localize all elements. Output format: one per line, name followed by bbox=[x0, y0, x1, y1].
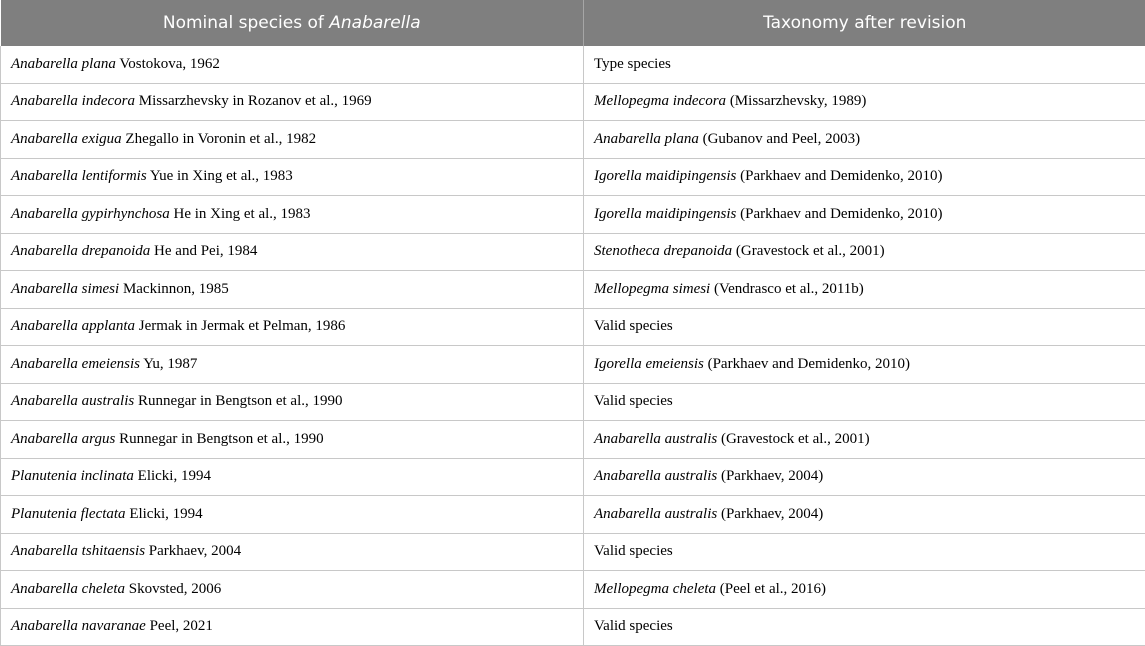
revision-cell bbox=[584, 121, 1145, 159]
table-row bbox=[1, 308, 1145, 346]
revision-cell bbox=[584, 308, 1145, 346]
nominal-species-cell bbox=[1, 271, 584, 309]
table-row bbox=[1, 196, 1145, 234]
revised-taxon-name: Anabarella australis bbox=[594, 431, 717, 447]
table-row bbox=[1, 121, 1145, 159]
nominal-species-authority: Runnegar in Bengtson et al., 1990 bbox=[134, 393, 342, 409]
revision-note: Valid species bbox=[594, 318, 673, 334]
nominal-species-name: Anabarella australis bbox=[11, 393, 134, 409]
nominal-species-cell bbox=[1, 346, 584, 384]
header-col1-prefix: Nominal species of bbox=[163, 13, 329, 33]
revised-taxon-name: Igorella maidipingensis bbox=[594, 206, 736, 222]
nominal-species-name: Anabarella gypirhynchosa bbox=[11, 206, 170, 222]
revised-taxon-name: Mellopegma cheleta bbox=[594, 581, 716, 597]
table-row bbox=[1, 346, 1145, 384]
revised-taxon-name: Anabarella australis bbox=[594, 506, 717, 522]
nominal-species-cell bbox=[1, 421, 584, 459]
revised-taxon-name: Stenotheca drepanoida bbox=[594, 243, 732, 259]
revision-cell bbox=[584, 496, 1145, 534]
revision-cell bbox=[584, 233, 1145, 271]
revision-note: (Gravestock et al., 2001) bbox=[732, 243, 884, 259]
revision-cell bbox=[584, 533, 1145, 571]
table-row bbox=[1, 271, 1145, 309]
header-row bbox=[1, 0, 1145, 46]
nominal-species-cell bbox=[1, 233, 584, 271]
nominal-species-name: Planutenia inclinata bbox=[11, 468, 134, 484]
nominal-species-authority: Missarzhevsky in Rozanov et al., 1969 bbox=[135, 93, 372, 109]
nominal-species-name: Anabarella simesi bbox=[11, 281, 119, 297]
revision-note: Valid species bbox=[594, 618, 673, 634]
nominal-species-authority: Yue in Xing et al., 1983 bbox=[147, 168, 293, 184]
revision-note: Valid species bbox=[594, 393, 673, 409]
nominal-species-name: Anabarella cheleta bbox=[11, 581, 125, 597]
revision-cell bbox=[584, 571, 1145, 609]
nominal-species-cell bbox=[1, 383, 584, 421]
revision-cell bbox=[584, 83, 1145, 121]
revision-note: (Peel et al., 2016) bbox=[716, 581, 826, 597]
nominal-species-authority: Yu, 1987 bbox=[140, 356, 197, 372]
table-row bbox=[1, 571, 1145, 609]
nominal-species-cell bbox=[1, 571, 584, 609]
nominal-species-authority: Mackinnon, 1985 bbox=[119, 281, 229, 297]
revision-cell bbox=[584, 421, 1145, 459]
table-row bbox=[1, 83, 1145, 121]
nominal-species-cell bbox=[1, 533, 584, 571]
revision-note: (Parkhaev and Demidenko, 2010) bbox=[736, 168, 942, 184]
revised-taxon-name: Anabarella plana bbox=[594, 131, 699, 147]
revision-note: (Parkhaev, 2004) bbox=[717, 506, 823, 522]
nominal-species-authority: Elicki, 1994 bbox=[134, 468, 211, 484]
revision-note: Type species bbox=[594, 56, 671, 72]
revision-cell bbox=[584, 458, 1145, 496]
revision-note: (Parkhaev and Demidenko, 2010) bbox=[704, 356, 910, 372]
revision-note: Valid species bbox=[594, 543, 673, 559]
revision-cell bbox=[584, 383, 1145, 421]
nominal-species-cell bbox=[1, 458, 584, 496]
nominal-species-authority: Zhegallo in Voronin et al., 1982 bbox=[122, 131, 316, 147]
revised-taxon-name: Igorella emeiensis bbox=[594, 356, 704, 372]
nominal-species-name: Anabarella emeiensis bbox=[11, 356, 140, 372]
table-row bbox=[1, 158, 1145, 196]
nominal-species-authority: Runnegar in Bengtson et al., 1990 bbox=[115, 431, 323, 447]
revised-taxon-name: Igorella maidipingensis bbox=[594, 168, 736, 184]
revised-taxon-name: Mellopegma indecora bbox=[594, 93, 726, 109]
nominal-species-cell bbox=[1, 121, 584, 159]
nominal-species-name: Anabarella plana bbox=[11, 56, 116, 72]
nominal-species-cell bbox=[1, 608, 584, 646]
nominal-species-authority: Vostokova, 1962 bbox=[116, 56, 220, 72]
nominal-species-cell bbox=[1, 196, 584, 234]
revision-cell bbox=[584, 196, 1145, 234]
nominal-species-authority: Peel, 2021 bbox=[146, 618, 213, 634]
revision-note: (Gubanov and Peel, 2003) bbox=[699, 131, 860, 147]
nominal-species-authority: Elicki, 1994 bbox=[126, 506, 203, 522]
table-row bbox=[1, 608, 1145, 646]
nominal-species-authority: Skovsted, 2006 bbox=[125, 581, 221, 597]
table-row bbox=[1, 383, 1145, 421]
nominal-species-authority: He in Xing et al., 1983 bbox=[170, 206, 311, 222]
nominal-species-cell bbox=[1, 308, 584, 346]
revision-note: (Parkhaev and Demidenko, 2010) bbox=[736, 206, 942, 222]
nominal-species-name: Anabarella drepanoida bbox=[11, 243, 150, 259]
nominal-species-cell bbox=[1, 83, 584, 121]
revision-cell bbox=[584, 608, 1145, 646]
nominal-species-name: Anabarella applanta bbox=[11, 318, 135, 334]
table-row bbox=[1, 233, 1145, 271]
revision-cell bbox=[584, 346, 1145, 384]
table-row bbox=[1, 421, 1145, 459]
nominal-species-name: Anabarella navaranae bbox=[11, 618, 146, 634]
header-nominal-species bbox=[1, 0, 584, 46]
table-row bbox=[1, 458, 1145, 496]
nominal-species-name: Anabarella lentiformis bbox=[11, 168, 147, 184]
revision-cell bbox=[584, 271, 1145, 309]
nominal-species-name: Planutenia flectata bbox=[11, 506, 126, 522]
nominal-species-cell bbox=[1, 496, 584, 534]
nominal-species-authority: Jermak in Jermak et Pelman, 1986 bbox=[135, 318, 345, 334]
nominal-species-authority: Parkhaev, 2004 bbox=[145, 543, 241, 559]
revised-taxon-name: Mellopegma simesi bbox=[594, 281, 710, 297]
nominal-species-cell bbox=[1, 158, 584, 196]
revision-note: (Vendrasco et al., 2011b) bbox=[710, 281, 864, 297]
revision-cell bbox=[584, 158, 1145, 196]
nominal-species-name: Anabarella tshitaensis bbox=[11, 543, 145, 559]
nominal-species-authority: He and Pei, 1984 bbox=[150, 243, 257, 259]
table-row bbox=[1, 46, 1145, 83]
header-taxonomy-after-revision: Taxonomy after revision bbox=[584, 0, 1145, 46]
revision-note: (Missarzhevsky, 1989) bbox=[726, 93, 866, 109]
nominal-species-cell bbox=[1, 46, 584, 83]
header-col1-genus: Anabarella bbox=[329, 13, 420, 33]
nominal-species-name: Anabarella exigua bbox=[11, 131, 122, 147]
revision-cell bbox=[584, 46, 1145, 83]
revision-note: (Gravestock et al., 2001) bbox=[717, 431, 869, 447]
table-row bbox=[1, 533, 1145, 571]
nominal-species-name: Anabarella indecora bbox=[11, 93, 135, 109]
table-row bbox=[1, 496, 1145, 534]
revision-note: (Parkhaev, 2004) bbox=[717, 468, 823, 484]
nominal-species-name: Anabarella argus bbox=[11, 431, 115, 447]
revised-taxon-name: Anabarella australis bbox=[594, 468, 717, 484]
